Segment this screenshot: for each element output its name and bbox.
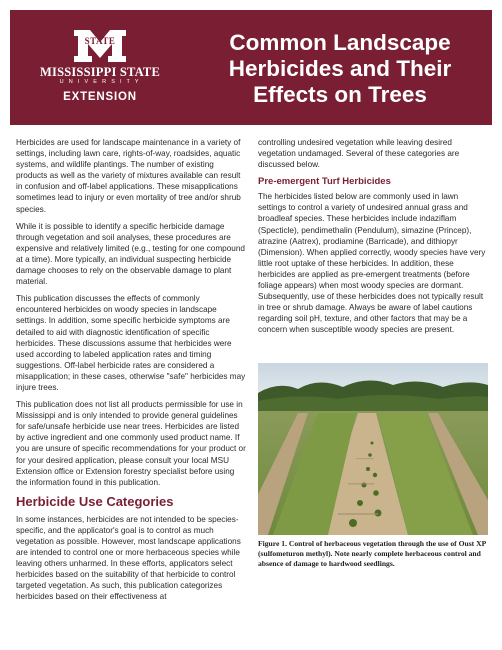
title-line: Herbicides and Their — [228, 56, 452, 81]
logo-state-word: STATE — [84, 36, 116, 46]
title-line: Common Landscape — [229, 30, 451, 55]
body-paragraph: controlling undesired vegetation while leaving desired vegetation undamaged. Several of these categories are discussed below. — [258, 138, 460, 170]
msu-extension-logo — [30, 28, 170, 118]
m-state-logo-icon — [72, 28, 128, 64]
body-paragraph: While it is possible to identify a specific herbicide damage through vegetation and soil analyses, these procedures are expensive and relatively limited (e.g., testing for one compound at a time). More typically, an individual suspecting herbicide damage chooses to rely on the observable damage to plant material. — [16, 221, 245, 287]
header-banner — [10, 10, 492, 125]
right-column — [258, 137, 488, 342]
extension-label: EXTENSION — [63, 91, 137, 103]
figure-photo — [258, 363, 488, 535]
body-paragraph: This publication discusses the effects of commonly encountered herbicides on woody species in landscape settings. In addition, some specific herbicide symptoms are detailed to aid with diagnostic identification of specific herbicides. These discussions assume that herbicides were used according to labeled application rates and timing suggestions. Off-label herbicide rates are considered a misapplication; in these cases, otherwise "safe" herbicides may injure trees. — [16, 294, 246, 392]
body-paragraph: In some instances, herbicides are not intended to be species-specific, and the applicator's goal is to control as much vegetation as possible. However, most landscape applications are intended to control one or more herbaceous species while leaving others unharmed. In these efforts, applicators select herbicides based on the suitability of that herbicide to control targeted vegetation. As such, this publication categorizes herbicides based on their effectiveness at — [16, 514, 241, 602]
body-paragraph: The herbicides listed below are commonly used in lawn settings to control a variety of undesired annual grass and broadleaf species. These herbicides include indaziflam (Specticle), pendimethalin (Pendulum), simazine (Princep), atrazine (Aatrex), prodiamine (Barricade), and dithiopyr (Dimension). When applied correctly, woody species have very little root uptake of these herbicides. In addition, these herbicides are applied as pre-emergent treatments (before foliage appears) when most woody species are dormant. Subsequently, use of these herbicides does not typically result in tree or shrub damage. Always be aware of label cautions regarding soil pH, texture, and other factors that may be a concern when susceptible woody species are present. — [258, 192, 486, 335]
title-line: Effects on Trees — [253, 82, 427, 107]
field-seedlings-photo — [258, 363, 488, 535]
university-subtitle: U N I V E R S I T Y — [59, 79, 141, 85]
section-heading: Herbicide Use Categories — [16, 493, 174, 509]
left-column — [16, 137, 246, 609]
document-title — [200, 30, 480, 108]
body-paragraph: This publication does not list all products permissible for use in Mississippi and is only intended to provide general guidelines for safe/unsafe herbicide use near trees. Herbicides are listed by active ingredient and one commonly used product name. If you are unsure of specific recommendations for your product or for your desired application, please consult your local MSU Extension office or Extension forestry specialist before using the information found in this publication. — [16, 400, 246, 487]
subsection-heading: Pre-emergent Turf Herbicides — [258, 176, 391, 188]
body-paragraph: Herbicides are used for landscape maintenance in a variety of settings, including lawn care, rights-of-way, roadsides, aquatic systems, and wildlife plantings. The number of existing products as well as the variety of mixtures available can result in confusion and off-label applications. These misapplications sometimes lead to injury or even mortality of tree and/or shrub species. — [16, 138, 241, 214]
figure-caption: Figure 1. Control of herbaceous vegetation through the use of Oust XP (sulfometuron methyl). Note nearly complete herbaceous control and absence of damage to hardwood seedlings. — [258, 539, 486, 568]
university-name: MISSISSIPPI STATE — [40, 65, 160, 79]
